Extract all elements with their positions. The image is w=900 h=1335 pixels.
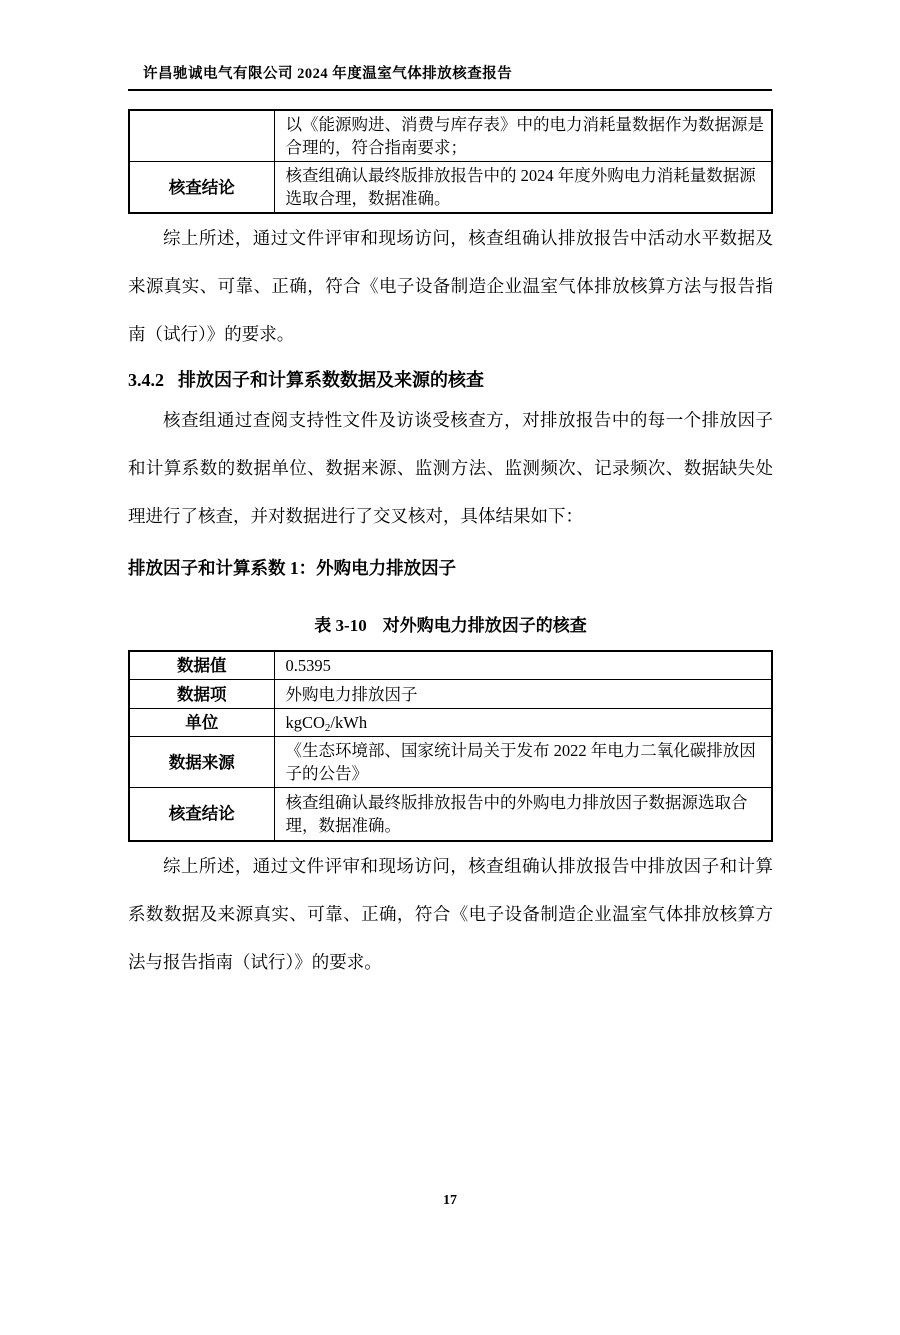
row-label: 数据值 <box>129 651 274 680</box>
factor-verification-table <box>128 650 773 842</box>
page-number: 17 <box>443 1193 457 1208</box>
unit-suffix: /kWh <box>330 713 368 732</box>
carryover-verification-table <box>128 109 773 214</box>
row-content: 以《能源购进、消费与库存表》中的电力消耗量数据作为数据源是合理的，符合指南要求； <box>274 110 772 162</box>
row-content: 核查组确认最终版排放报告中的外购电力排放因子数据源选取合理，数据准确。 <box>274 788 772 841</box>
table-row-conclusion <box>129 788 772 841</box>
unit-subscript: 2 <box>324 722 331 734</box>
table-row-data-item <box>129 680 772 709</box>
paragraph-factor-check-method: 核查组通过查阅支持性文件及访谈受核查方，对排放报告中的每一个排放因子和计算系数的数据单位、数据来源、监测方法、监测频次、记录频次、数据缺失处理进行了核查，并对数据进行了交叉核对，具体结果如下： <box>128 410 773 526</box>
document-page <box>0 62 900 1335</box>
section-number: 3.4.2 <box>128 370 164 390</box>
row-label: 核查结论 <box>129 788 274 841</box>
table-row-data-value <box>129 651 772 680</box>
section-title: 排放因子和计算系数数据及来源的核查 <box>178 370 484 390</box>
paragraph-activity-conclusion: 综上所述，通过文件评审和现场访问，核查组确认排放报告中活动水平数据及来源真实、可靠、正确，符合《电子设备制造企业温室气体排放核算方法与报告指南（试行）》的要求。 <box>128 228 773 344</box>
row-content: 外购电力排放因子 <box>274 680 772 709</box>
row-content: 0.5395 <box>274 651 772 680</box>
row-label: 数据来源 <box>129 737 274 788</box>
paragraph-factor-conclusion: 综上所述，通过文件评审和现场访问，核查组确认排放报告中排放因子和计算系数数据及来源真实、可靠、正确，符合《电子设备制造企业温室气体排放核算方法与报告指南（试行）》的要求。 <box>128 855 773 972</box>
page-header <box>128 62 772 91</box>
header-title: 许昌驰诚电气有限公司 2024 年度温室气体排放核查报告 <box>143 66 513 82</box>
row-label: 核查结论 <box>129 162 274 214</box>
row-content: 核查组确认最终版排放报告中的 2024 年度外购电力消耗量数据源选取合理，数据准确。 <box>274 162 772 214</box>
row-label <box>129 110 274 162</box>
row-content: 《生态环境部、国家统计局关于发布 2022 年电力二氧化碳排放因子的公告》 <box>274 737 772 788</box>
row-content-unit <box>274 709 772 737</box>
section-heading-3-4-2 <box>128 364 773 396</box>
table-row <box>129 162 772 214</box>
table-3-10-caption <box>128 611 773 641</box>
row-label: 数据项 <box>129 680 274 709</box>
table-row-unit <box>129 709 772 737</box>
table-caption-title: 对外购电力排放因子的核查 <box>382 616 587 635</box>
table-row <box>129 110 772 162</box>
table-row-data-source <box>129 737 772 788</box>
unit-prefix: kgCO <box>285 713 325 732</box>
table-caption-number: 表 3-10 <box>314 616 367 635</box>
row-label: 单位 <box>129 709 274 737</box>
factor-heading: 排放因子和计算系数 1：外购电力排放因子 <box>128 558 457 578</box>
